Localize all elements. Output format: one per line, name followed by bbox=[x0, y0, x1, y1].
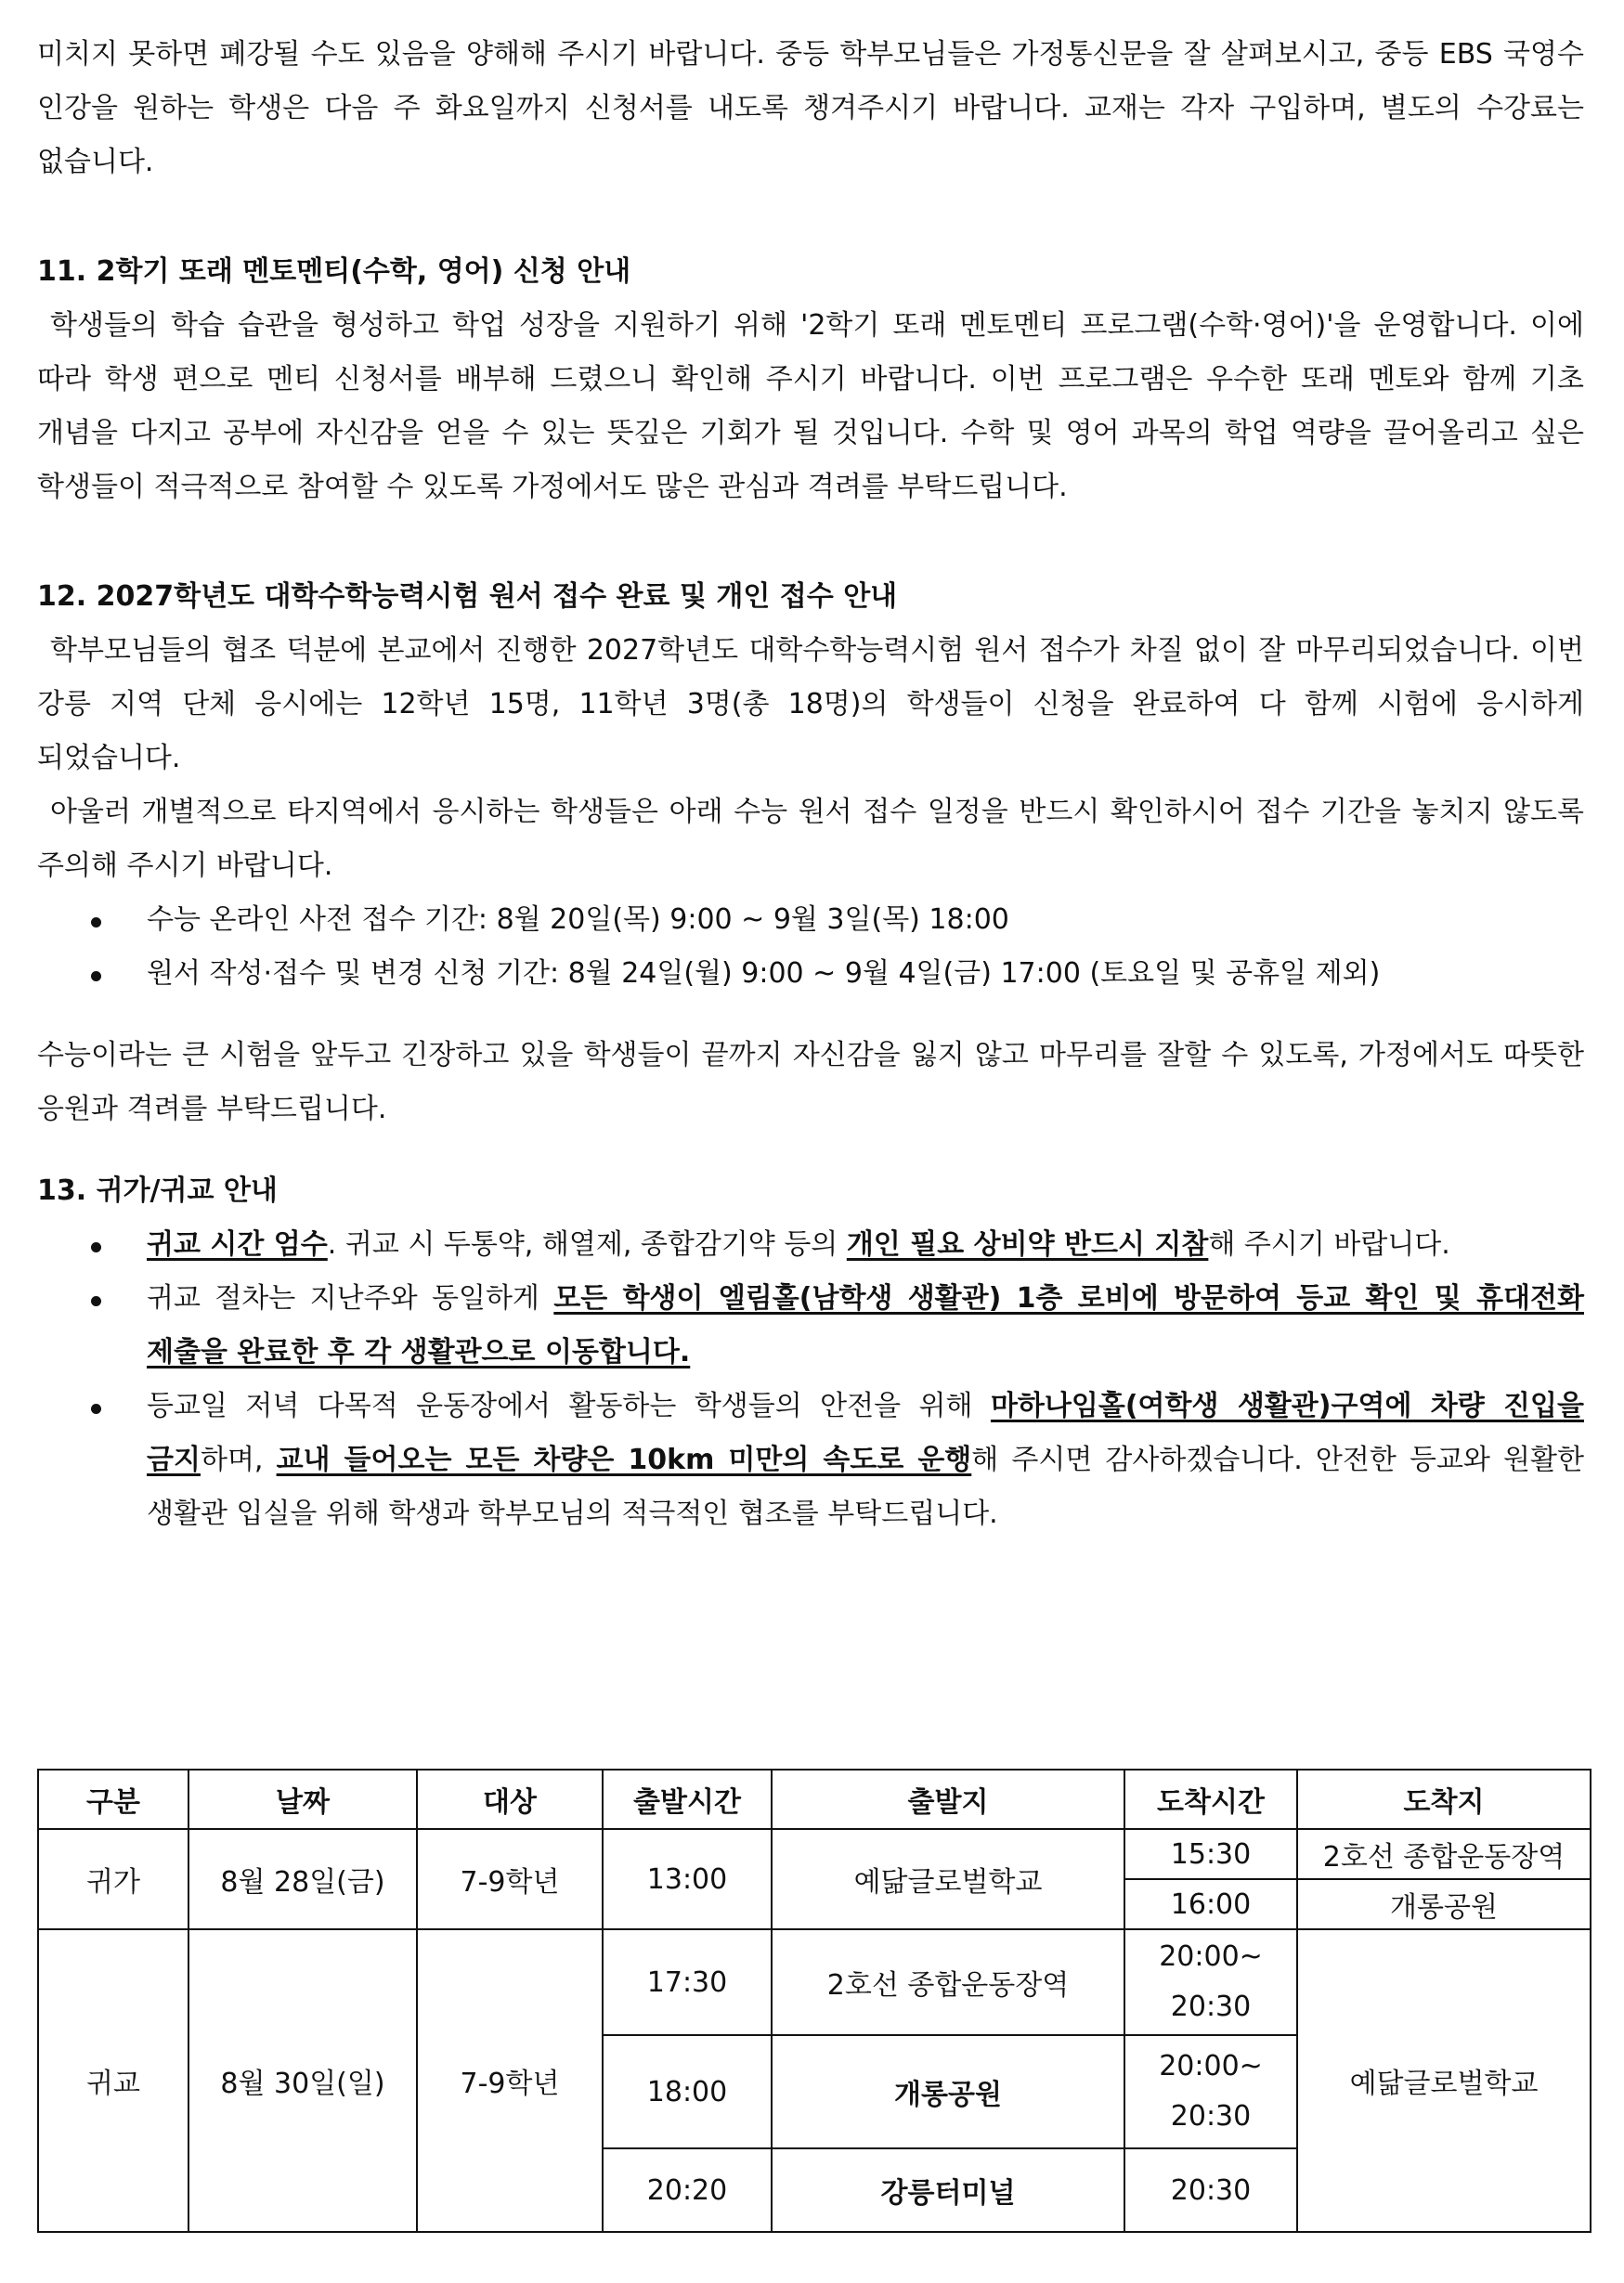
col-header: 도착시간 bbox=[1124, 1770, 1297, 1829]
cell-arrive-time: 16:00 bbox=[1124, 1879, 1297, 1929]
section-12-closing: 수능이라는 큰 시험을 앞두고 긴장하고 있을 학생들이 끝까지 자신감을 잃지 않고 마무리를 잘할 수 있도록, 가정에서도 따뜻한 응원과 격려를 부탁드립니다. bbox=[37, 1039, 1584, 1125]
intro-paragraph: 미치지 못하면 폐강될 수도 있음을 양해해 주시기 바랍니다. 중등 학부모님들은 가정통신문을 잘 살펴보시고, 중등 EBS 국영수 인강을 원하는 학생은 다음 주 화요일까지 신청서를 내도록 챙겨주시기 바랍니다. 교재는 각자 구입하며, 별도의 수강료는 없습니다. bbox=[37, 38, 1584, 178]
cell-depart-time: 17:30 bbox=[603, 1929, 772, 2035]
col-header: 대상 bbox=[417, 1770, 603, 1829]
return-guide-list bbox=[37, 1218, 1584, 1541]
bullet-icon bbox=[91, 1296, 101, 1306]
list-item: 귀교 절차는 지난주와 동일하게 모든 학생이 엘림홀(남학생 생활관) 1층 로비에 방문하여 등교 확인 및 휴대전화 제출을 완료한 후 각 생활관으로 이동합니다. bbox=[37, 1272, 1584, 1380]
cell-depart-place: 개롱공원 bbox=[772, 2035, 1124, 2148]
table-header-row bbox=[38, 1770, 1591, 1829]
cell-arrive-time: 15:30 bbox=[1124, 1829, 1297, 1879]
bus-schedule-table bbox=[37, 1769, 1592, 2233]
section-11-heading: 11. 2학기 또래 멘토멘티(수학, 영어) 신청 안내 bbox=[37, 255, 631, 288]
cell-arrive-time: 20:00~ 20:30 bbox=[1124, 2035, 1297, 2148]
list-item: 등교일 저녁 다목적 운동장에서 활동하는 학생들의 안전을 위해 마하나임홀(여학생 생활관)구역에 차량 진입을 금지하며, 교내 들어오는 모든 차량은 10km 미만의 속도로 운행해 주시면 감사하겠습니다. 안전한 등교와 원활한 생활관 입실을 위해 학생과 학부모님의 적극적인 협조를 부탁드립니다. bbox=[37, 1380, 1584, 1541]
section-13-heading: 13. 귀가/귀교 안내 bbox=[37, 1174, 278, 1207]
table-row bbox=[38, 1929, 1591, 2035]
document-page bbox=[37, 28, 1584, 1541]
cell-depart-place: 예닮글로벌학교 bbox=[772, 1829, 1124, 1929]
cell-target: 7-9학년 bbox=[417, 1929, 603, 2232]
cell-depart-place: 2호선 종합운동장역 bbox=[772, 1929, 1124, 2035]
cell-date: 8월 28일(금) bbox=[188, 1829, 417, 1929]
cell-type: 귀교 bbox=[38, 1929, 188, 2232]
section-12-heading: 12. 2027학년도 대학수학능력시험 원서 접수 완료 및 개인 접수 안내 bbox=[37, 580, 898, 613]
section-12-body-2: 아울러 개별적으로 타지역에서 응시하는 학생들은 아래 수능 원서 접수 일정을 반드시 확인하시어 접수 기간을 놓치지 않도록 주의해 주시기 바랍니다. bbox=[37, 796, 1584, 882]
list-item: 원서 작성·접수 및 변경 신청 기간: 8월 24일(월) 9:00 ~ 9월 4일(금) 17:00 (토요일 및 공휴일 제외) bbox=[37, 947, 1584, 1001]
bullet-icon bbox=[91, 1242, 101, 1252]
col-header: 구분 bbox=[38, 1770, 188, 1829]
table-row bbox=[38, 1829, 1591, 1879]
col-header: 출발시간 bbox=[603, 1770, 772, 1829]
cell-depart-time: 18:00 bbox=[603, 2035, 772, 2148]
cell-target: 7-9학년 bbox=[417, 1829, 603, 1929]
cell-arrive-time: 20:30 bbox=[1124, 2148, 1297, 2232]
cell-arrive-place: 2호선 종합운동장역 bbox=[1297, 1829, 1591, 1879]
section-12-body-1: 학부모님들의 협조 덕분에 본교에서 진행한 2027학년도 대학수학능력시험 원서 접수가 차질 없이 잘 마무리되었습니다. 이번 강릉 지역 단체 응시에는 12학년 15명, 11학년 3명(총 18명)의 학생들이 신청을 완료하여 다 함께 시험에 응시하게 되었습니다. bbox=[37, 634, 1584, 774]
cell-date: 8월 30일(일) bbox=[188, 1929, 417, 2232]
col-header: 날짜 bbox=[188, 1770, 417, 1829]
cell-depart-place: 강릉터미널 bbox=[772, 2148, 1124, 2232]
list-item: 수능 온라인 사전 접수 기간: 8월 20일(목) 9:00 ~ 9월 3일(목) 18:00 bbox=[37, 893, 1584, 947]
suneung-schedule-list bbox=[37, 893, 1584, 1001]
cell-depart-time: 20:20 bbox=[603, 2148, 772, 2232]
bullet-icon bbox=[91, 917, 101, 927]
list-item: 귀교 시간 엄수. 귀교 시 두통약, 해열제, 종합감기약 등의 개인 필요 상비약 반드시 지참해 주시기 바랍니다. bbox=[37, 1218, 1584, 1272]
section-11-body: 학생들의 학습 습관을 형성하고 학업 성장을 지원하기 위해 '2학기 또래 멘토멘티 프로그램(수학·영어)'을 운영합니다. 이에 따라 학생 편으로 멘티 신청서를 배부해 드렸으니 확인해 주시기 바랍니다. 이번 프로그램은 우수한 또래 멘토와 함께 기초 개념을 다지고 공부에 자신감을 얻을 수 있는 뜻깊은 기회가 될 것입니다. 수학 및 영어 과목의 학업 역량을 끌어올리고 싶은 학생들이 적극적으로 참여할 수 있도록 가정에서도 많은 관심과 격려를 부탁드립니다. bbox=[37, 309, 1584, 503]
cell-type: 귀가 bbox=[38, 1829, 188, 1929]
cell-depart-time: 13:00 bbox=[603, 1829, 772, 1929]
bullet-icon bbox=[91, 971, 101, 981]
cell-arrive-place: 예닮글로벌학교 bbox=[1297, 1929, 1591, 2232]
col-header: 도착지 bbox=[1297, 1770, 1591, 1829]
col-header: 출발지 bbox=[772, 1770, 1124, 1829]
bullet-icon bbox=[91, 1404, 101, 1414]
cell-arrive-time: 20:00~ 20:30 bbox=[1124, 1929, 1297, 2035]
cell-arrive-place: 개롱공원 bbox=[1297, 1879, 1591, 1929]
